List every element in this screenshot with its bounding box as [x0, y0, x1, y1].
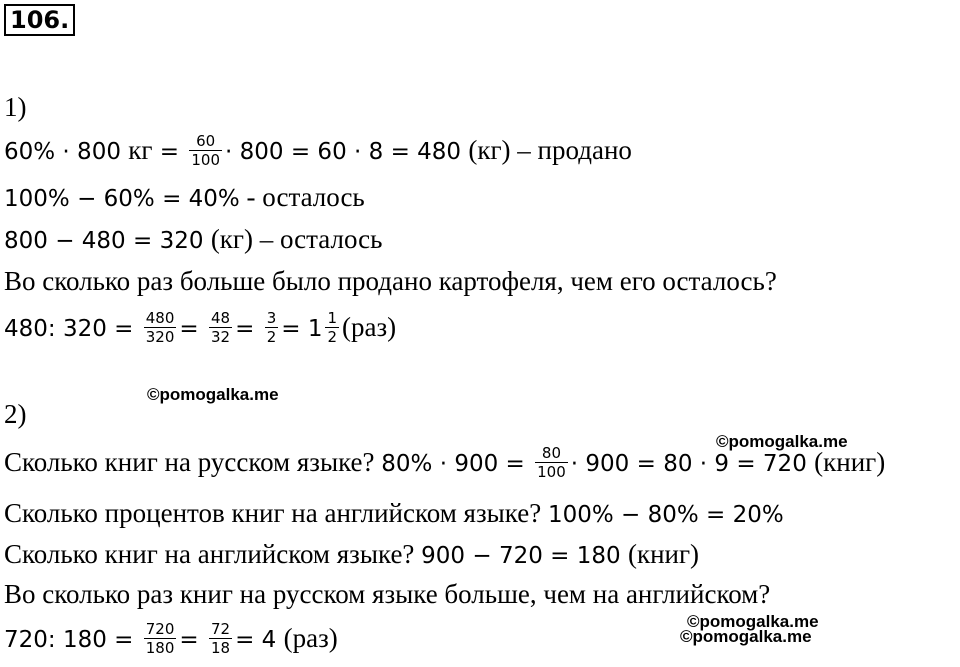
- part2-line1-expr: 80% · 900 =: [381, 451, 533, 477]
- watermark: ©pomogalka.me: [680, 627, 812, 646]
- fraction-numerator: 480: [145, 309, 175, 328]
- part2-line1-fraction: [535, 444, 568, 481]
- part2-line5-fraction2: [209, 620, 232, 657]
- watermark: ©pomogalka.me: [716, 432, 848, 451]
- part2-line1-rest: · 900 = 80 · 9 = 720: [570, 451, 815, 477]
- part2-line2-expr: 100% − 80% = 20%: [547, 502, 784, 528]
- part2-line3: [4, 537, 699, 571]
- fraction-denominator: 320: [145, 328, 175, 347]
- part2-line1-tail: (книг): [814, 447, 886, 477]
- fraction-denominator: 2: [266, 328, 277, 347]
- fraction-numerator: 1: [327, 309, 337, 328]
- part2-line5-eq2: = 4: [235, 627, 284, 653]
- part1-line5-tail: (раз): [342, 312, 397, 342]
- part2-line4: Во сколько раз книг на русском языке больше, чем на английском?: [4, 579, 771, 609]
- fraction-denominator: 180: [145, 639, 175, 658]
- part2-label: 2): [4, 399, 27, 429]
- part2-line3-expr: 900 − 720 = 180: [421, 543, 628, 569]
- part1-line1-tail: (кг) – продано: [468, 135, 632, 165]
- part2-line2: [4, 496, 784, 530]
- part2-line3-tail: (книг): [627, 539, 700, 569]
- part1-line4: Во сколько раз больше было продано картофеля, чем его осталось?: [4, 266, 777, 296]
- fraction-numerator: 72: [211, 620, 231, 639]
- part2-line5: [4, 620, 338, 658]
- part1-line1-rest: · 800 = 60 · 8 = 480: [225, 139, 469, 165]
- fraction-denominator: 2: [327, 328, 337, 347]
- part1-line5-fraction4: [325, 309, 339, 346]
- part1-line1-fraction: [189, 132, 222, 169]
- part1-line1-eq: =: [152, 139, 187, 165]
- part1-line5-fraction3: [265, 309, 279, 346]
- part1-line1-unit: кг: [128, 135, 153, 165]
- part1-line5-eq2: =: [235, 316, 262, 342]
- part1-line5: [4, 309, 397, 347]
- part1-line2: [4, 180, 365, 214]
- part1-line3-expr: 800 − 480 = 320: [4, 228, 211, 254]
- part2-line5-eq1: =: [179, 627, 206, 653]
- watermark: ©pomogalka.me: [147, 385, 279, 404]
- fraction-numerator: 60: [189, 132, 222, 151]
- fraction-denominator: 18: [211, 639, 231, 658]
- part2-line3-question: Сколько книг на английском языке?: [4, 539, 422, 569]
- part2-line5-expr: 720: 180 =: [4, 627, 141, 653]
- part1-line3-tail: (кг) – осталось: [210, 224, 383, 254]
- fraction-numerator: 720: [145, 620, 175, 639]
- watermark: ©pomogalka.me: [687, 612, 819, 631]
- fraction-denominator: 100: [191, 151, 221, 170]
- part1-line5-fraction1: [144, 309, 177, 346]
- part1-line3: [4, 222, 382, 256]
- fraction-numerator: 80: [535, 444, 568, 463]
- part1-line5-expr: 480: 320 =: [4, 316, 141, 342]
- problem-number: 106.: [4, 4, 75, 36]
- part1-label: 1): [4, 92, 27, 122]
- part2-line1-question: Сколько книг на русском языке?: [4, 447, 382, 477]
- part2-line5-tail: (раз): [283, 623, 338, 653]
- part1-line5-eq3: = 1: [281, 316, 323, 342]
- part1-line1: [4, 132, 632, 170]
- part1-line1-expr: 60% · 800: [4, 139, 129, 165]
- fraction-numerator: 3: [266, 309, 277, 328]
- part2-line5-fraction1: [144, 620, 177, 657]
- part1-line5-fraction2: [209, 309, 232, 346]
- part1-line2-tail: - осталось: [239, 182, 365, 212]
- fraction-denominator: 100: [537, 463, 566, 482]
- part2-line2-question: Сколько процентов книг на английском языке?: [4, 498, 548, 528]
- part1-line2-expr: 100% − 60% = 40%: [4, 186, 240, 212]
- fraction-denominator: 32: [211, 328, 231, 347]
- part1-line5-eq1: =: [179, 316, 206, 342]
- fraction-numerator: 48: [211, 309, 231, 328]
